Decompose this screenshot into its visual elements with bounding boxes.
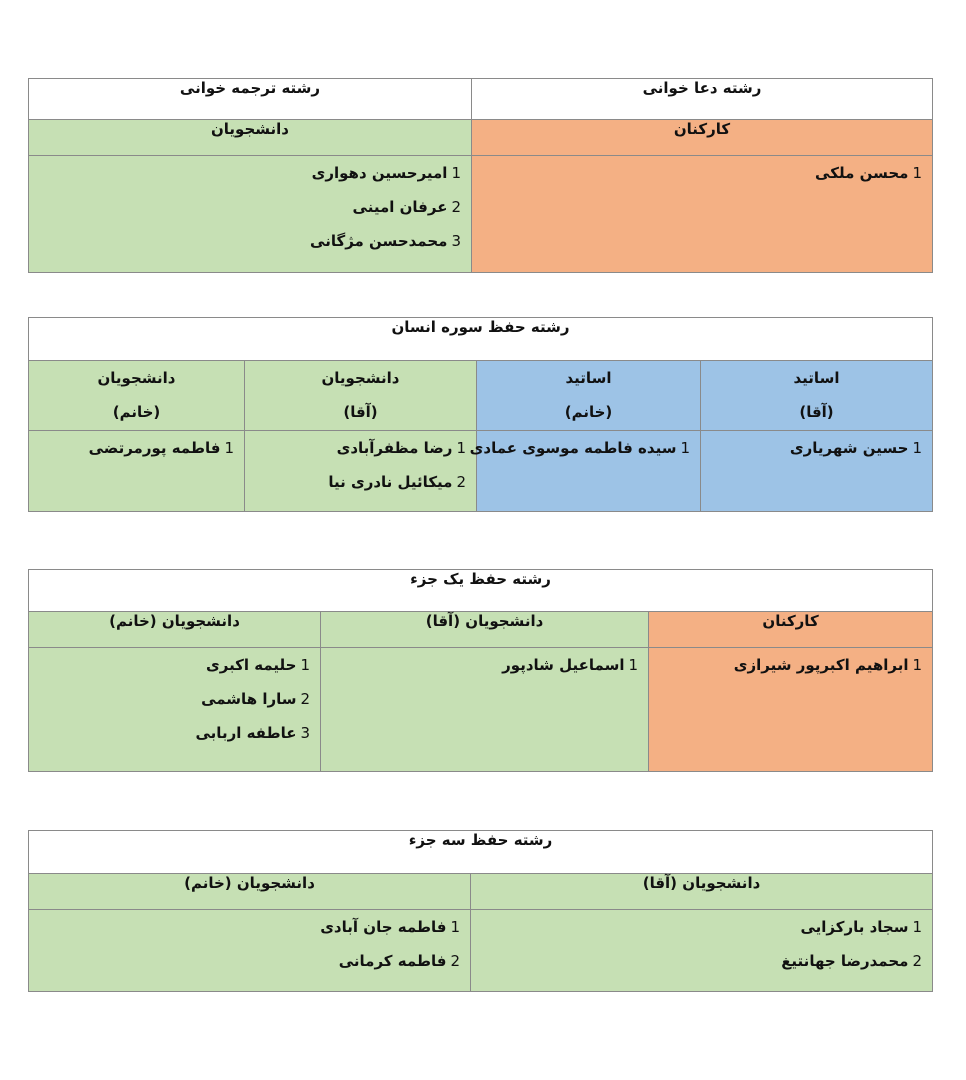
table2-col1-header: اساتید (آقا): [701, 361, 933, 431]
table1-right-list: [472, 156, 933, 273]
table2-col3-header: دانشجویان (آقا): [245, 361, 477, 431]
table4-title: رشته حفظ سه جزء: [29, 831, 933, 874]
list-item: 2فاطمه کرمانی: [338, 952, 461, 970]
table3-col1-list: [649, 648, 933, 772]
table3-col3-header: دانشجویان (خانم): [29, 612, 321, 648]
list-item: 3محمدحسن مژگانی: [310, 232, 461, 250]
table1-right-title: رشته دعا خوانی: [472, 79, 933, 120]
list-item: 2عرفان امینی: [352, 198, 461, 216]
list-item: 1ابراهیم اکبرپور شیرازی: [733, 656, 923, 674]
table3-col3-list: [29, 648, 321, 772]
list-item: 1امیرحسین دهواری: [311, 164, 461, 182]
table2-col1-list: [701, 431, 933, 512]
list-item: 1فاطمه پورمرتضی: [88, 439, 234, 457]
table-doa-tarjome: [28, 78, 933, 273]
table3-col1-header: کارکنان: [649, 612, 933, 648]
table1-left-list: [29, 156, 472, 273]
table2-col2-header: اساتید (خانم): [477, 361, 701, 431]
list-item: 2محمدرضا جهانتیغ: [781, 952, 923, 970]
table1-right-group: کارکنان: [472, 120, 933, 156]
list-item: 2سارا هاشمی: [201, 690, 311, 708]
list-item: 1سیده فاطمه موسوی عمادی: [469, 439, 690, 457]
table2-title: رشته حفظ سوره انسان: [29, 318, 933, 361]
table1-left-title: رشته ترجمه خوانی: [29, 79, 472, 120]
list-item: 1فاطمه جان آبادی: [320, 918, 461, 936]
list-item: 1اسماعیل شادپور: [502, 656, 639, 674]
list-item: 1حلیمه اکبری: [205, 656, 311, 674]
table3-col2-list: [321, 648, 649, 772]
list-item: 1محسن ملکی: [815, 164, 922, 182]
table-hefz-se-joz: [28, 830, 933, 992]
table3-col2-header: دانشجویان (آقا): [321, 612, 649, 648]
table2-col3-list: [245, 431, 477, 512]
table3-title: رشته حفظ یک جزء: [29, 570, 933, 612]
table4-col2-header: دانشجویان (خانم): [29, 874, 471, 910]
list-item: 2میکائیل نادری نیا: [328, 473, 466, 491]
table-hefz-sooreh-ensan: [28, 317, 933, 512]
list-item: 1حسین شهریاری: [789, 439, 922, 457]
list-item: 1سجاد بارکزایی: [800, 918, 923, 936]
table4-col1-list: [471, 910, 933, 992]
table4-col2-list: [29, 910, 471, 992]
table2-col2-list: [469, 431, 701, 512]
table2-col4-list: [29, 431, 245, 512]
table4-col1-header: دانشجویان (آقا): [471, 874, 933, 910]
table-hefz-yek-joz: [28, 569, 933, 772]
table1-left-group: دانشجویان: [29, 120, 472, 156]
list-item: 3عاطفه اربابی: [195, 724, 311, 742]
table2-col4-header: دانشجویان (خانم): [29, 361, 245, 431]
list-item: 1رضا مظفرآبادی: [336, 439, 466, 457]
